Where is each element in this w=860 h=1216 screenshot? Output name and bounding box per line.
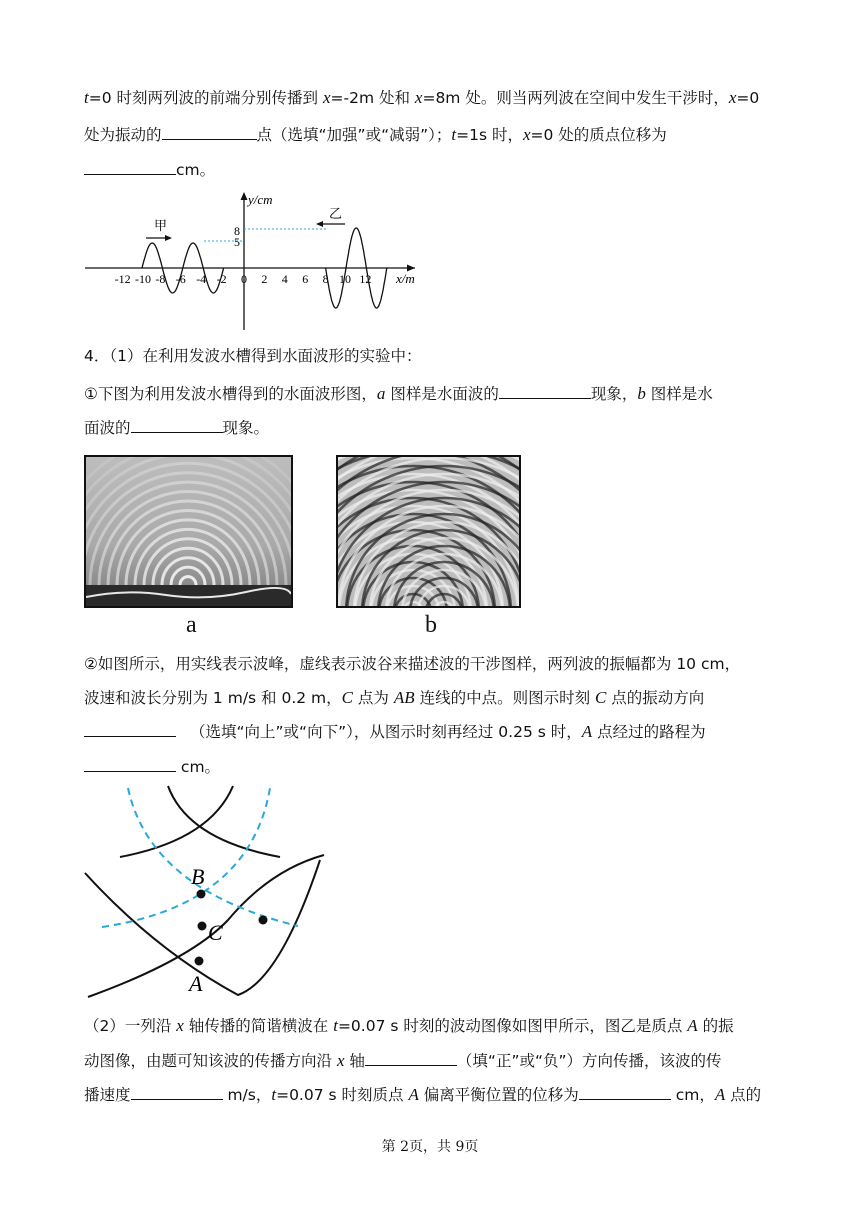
crest-line (168, 786, 280, 857)
answer-blank[interactable] (84, 721, 176, 737)
wave-arc (180, 577, 196, 585)
answer-blank[interactable] (579, 1084, 671, 1100)
answer-blank[interactable] (365, 1050, 457, 1066)
q3-line-3: cm。 (84, 159, 215, 180)
q4-line-3: 面波的 现象。 (84, 419, 270, 437)
interference-diagram (80, 780, 330, 1005)
answer-blank[interactable] (131, 417, 223, 433)
x-tick-label: 12 (359, 272, 372, 286)
photo-a-caption: a (186, 612, 197, 638)
y-tick-5: 5 (234, 235, 240, 249)
answer-blank[interactable] (499, 383, 591, 399)
x-tick-label: -10 (135, 272, 151, 286)
interference-pattern (338, 457, 519, 606)
x-axis-label: x/m (396, 271, 415, 286)
x-tick-label: 4 (281, 272, 288, 286)
point-a (195, 957, 204, 966)
q4-line-4: ②如图所示，用实线表示波峰，虚线表示波谷来描述波的干涉图样，两列波的振幅都为 10 cm， (84, 655, 741, 673)
wave-yi-label: 乙 (329, 206, 343, 221)
answer-blank[interactable] (84, 159, 176, 175)
photo-b-caption: b (425, 612, 437, 638)
x-tick-label: -4 (196, 272, 207, 286)
wave-arc (162, 558, 214, 585)
q4-line-2: ①下图为利用发波水槽得到的水面波形图，a 图样是水面波的 现象，b 图样是水 (84, 384, 713, 403)
q4-2-line-1: （2）一列沿 x 轴传播的简谐横波在 t=0.07 s 时刻的波动图像如图甲所示，图乙是质点 A 的振 (84, 1016, 734, 1035)
interference-photo (336, 455, 521, 608)
label-c: C (208, 920, 223, 945)
q3-line-2: 处为振动的 点（选填“加强”或“减弱”）；t=1s 时，x=0 处的质点位移为 (84, 125, 667, 144)
q3-line-1: t=0 时刻两列波的前端分别传播到 x=-2m 处和 x=8m 处。则当两列波在空间中发生干涉时，x=0 (84, 88, 760, 107)
x-tick-label: 0 (241, 272, 247, 286)
wave-graph (80, 190, 420, 335)
page-footer: 第 2页，共 9页 (381, 1139, 479, 1155)
q4-line-7: cm。 (84, 756, 220, 777)
y-tick-8: 8 (234, 224, 240, 238)
q4-heading: 4．（1）在利用发波水槽得到水面波形的实验中： (84, 347, 422, 365)
crest-line (120, 786, 233, 857)
x-tick-label: -2 (216, 272, 227, 286)
diffraction-pattern (86, 457, 291, 606)
q4-line-5: 波速和波长分别为 1 m/s 和 0.2 m，C 点为 AB 连线的中点。则图示时刻 C 点的振动方向 (84, 688, 705, 707)
y-axis-label: y/cm (248, 192, 273, 207)
x-tick-label: 6 (302, 272, 309, 286)
intersection-point (259, 916, 268, 925)
point-b (197, 890, 206, 899)
x-tick-label: -12 (114, 272, 131, 286)
x-ticks (115, 272, 372, 286)
trough-line (102, 788, 270, 927)
answer-blank[interactable] (84, 756, 176, 772)
label-b: B (191, 864, 205, 889)
answer-blank[interactable] (162, 124, 257, 140)
x-tick-label: 2 (261, 272, 268, 286)
diffraction-photo (84, 455, 293, 608)
q4-2-line-2: 动图像，由题可知该波的传播方向沿 x 轴 （填“正”或“负”）方向传播，该波的传 (84, 1051, 722, 1070)
trough-line (128, 788, 298, 926)
x-tick-label: -8 (155, 272, 166, 286)
point-c (198, 922, 207, 931)
y-axis-arrow (241, 192, 248, 200)
x-tick-label: 8 (322, 272, 329, 286)
x-tick-label: -6 (175, 272, 186, 286)
q4-2-line-3: 播速度 m/s，t=0.07 s 时刻质点 A 偏离平衡位置的位移为 cm，A 点的 (84, 1085, 762, 1104)
wave-jia-label: 甲 (154, 218, 168, 233)
answer-blank[interactable] (131, 1084, 223, 1100)
q4-line-6: （选填“向上”或“向下”），从图示时刻再经过 0.25 s 时，A 点经过的路程为 (84, 721, 706, 742)
x-tick-label: 10 (339, 272, 351, 286)
label-a: A (189, 971, 203, 996)
